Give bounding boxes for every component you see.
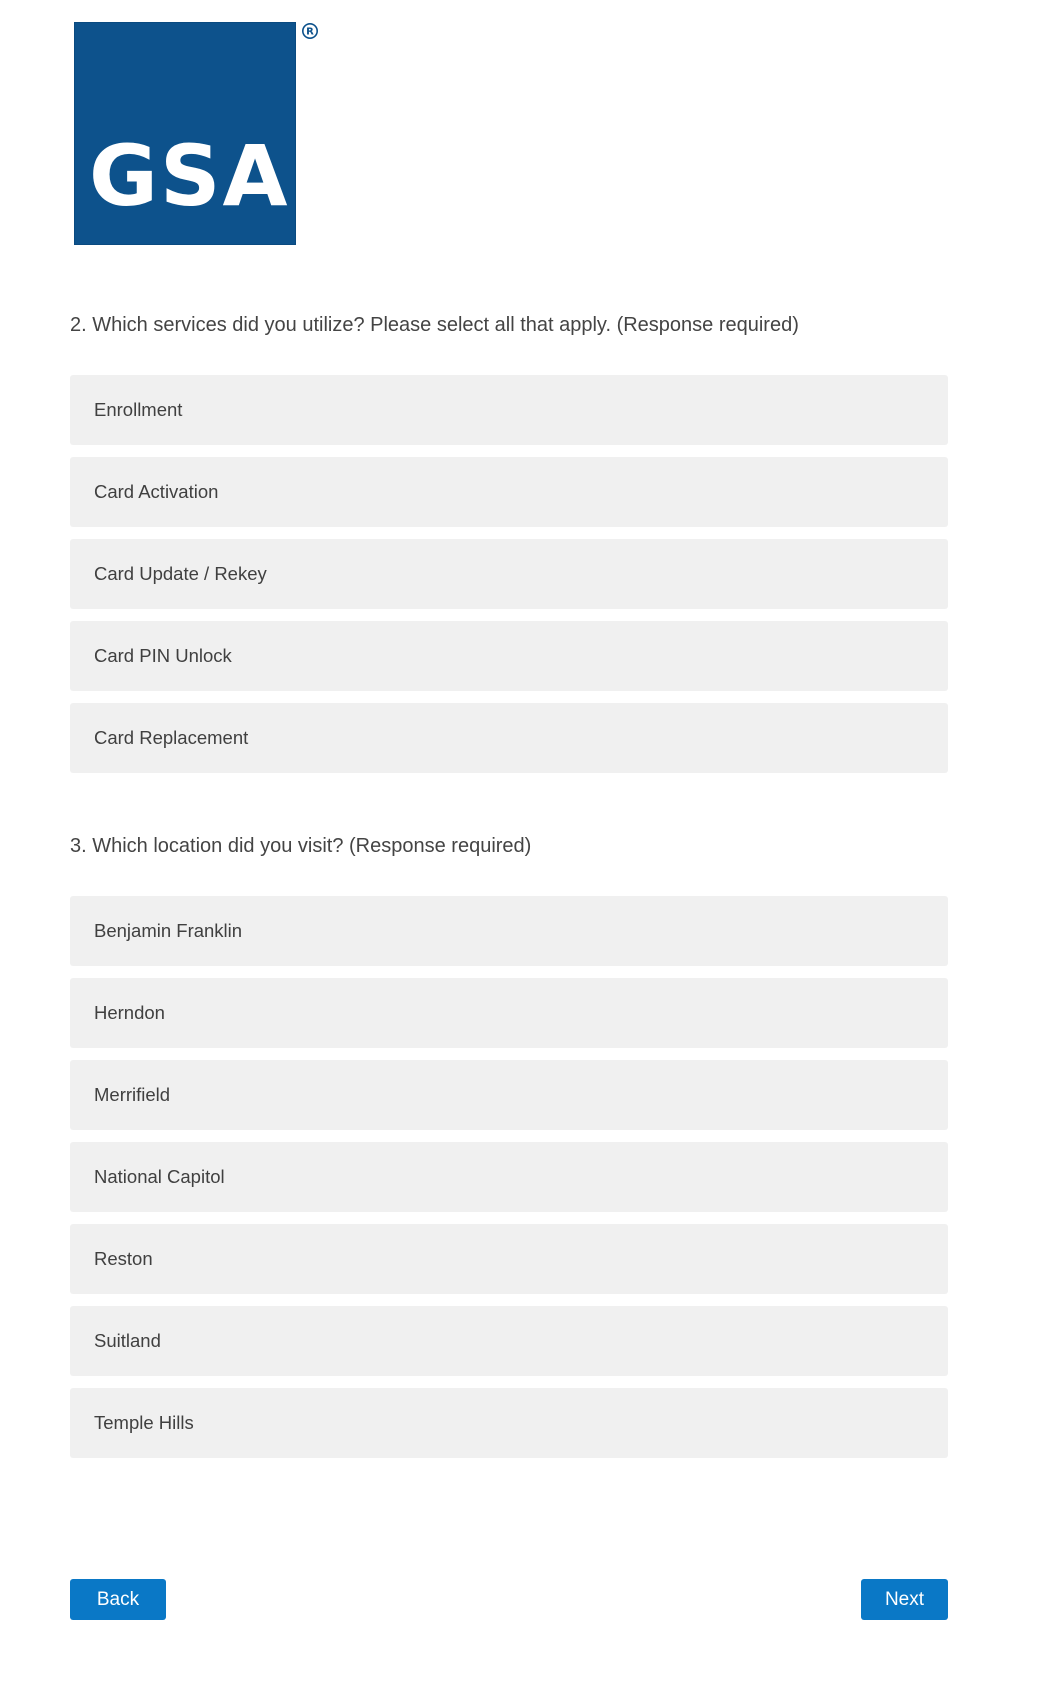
option-national-capitol[interactable]: National Capitol: [70, 1142, 948, 1212]
option-enrollment[interactable]: Enrollment: [70, 375, 948, 445]
gsa-logo-mark: [75, 23, 295, 244]
gsa-logo: [75, 22, 323, 248]
svg-text:R: R: [306, 26, 314, 38]
option-herndon[interactable]: Herndon: [70, 978, 948, 1048]
back-button[interactable]: Back: [70, 1579, 166, 1620]
option-card-replacement[interactable]: Card Replacement: [70, 703, 948, 773]
location-options: [70, 896, 948, 1470]
question-location-title: 3. Which location did you visit? (Response required): [70, 835, 532, 857]
registered-mark-icon: [301, 22, 319, 40]
option-card-update-rekey[interactable]: Card Update / Rekey: [70, 539, 948, 609]
services-options: [70, 375, 948, 785]
option-temple-hills[interactable]: Temple Hills: [70, 1388, 948, 1458]
option-suitland[interactable]: Suitland: [70, 1306, 948, 1376]
option-merrifield[interactable]: Merrifield: [70, 1060, 948, 1130]
gsa-logo-text: GSA: [89, 127, 290, 225]
option-benjamin-franklin[interactable]: Benjamin Franklin: [70, 896, 948, 966]
option-reston[interactable]: Reston: [70, 1224, 948, 1294]
option-card-pin-unlock[interactable]: Card PIN Unlock: [70, 621, 948, 691]
next-button[interactable]: Next: [861, 1579, 948, 1620]
question-services-title: 2. Which services did you utilize? Please select all that apply. (Response required): [70, 314, 799, 336]
gsa-logo-box: [75, 23, 295, 244]
option-card-activation[interactable]: Card Activation: [70, 457, 948, 527]
